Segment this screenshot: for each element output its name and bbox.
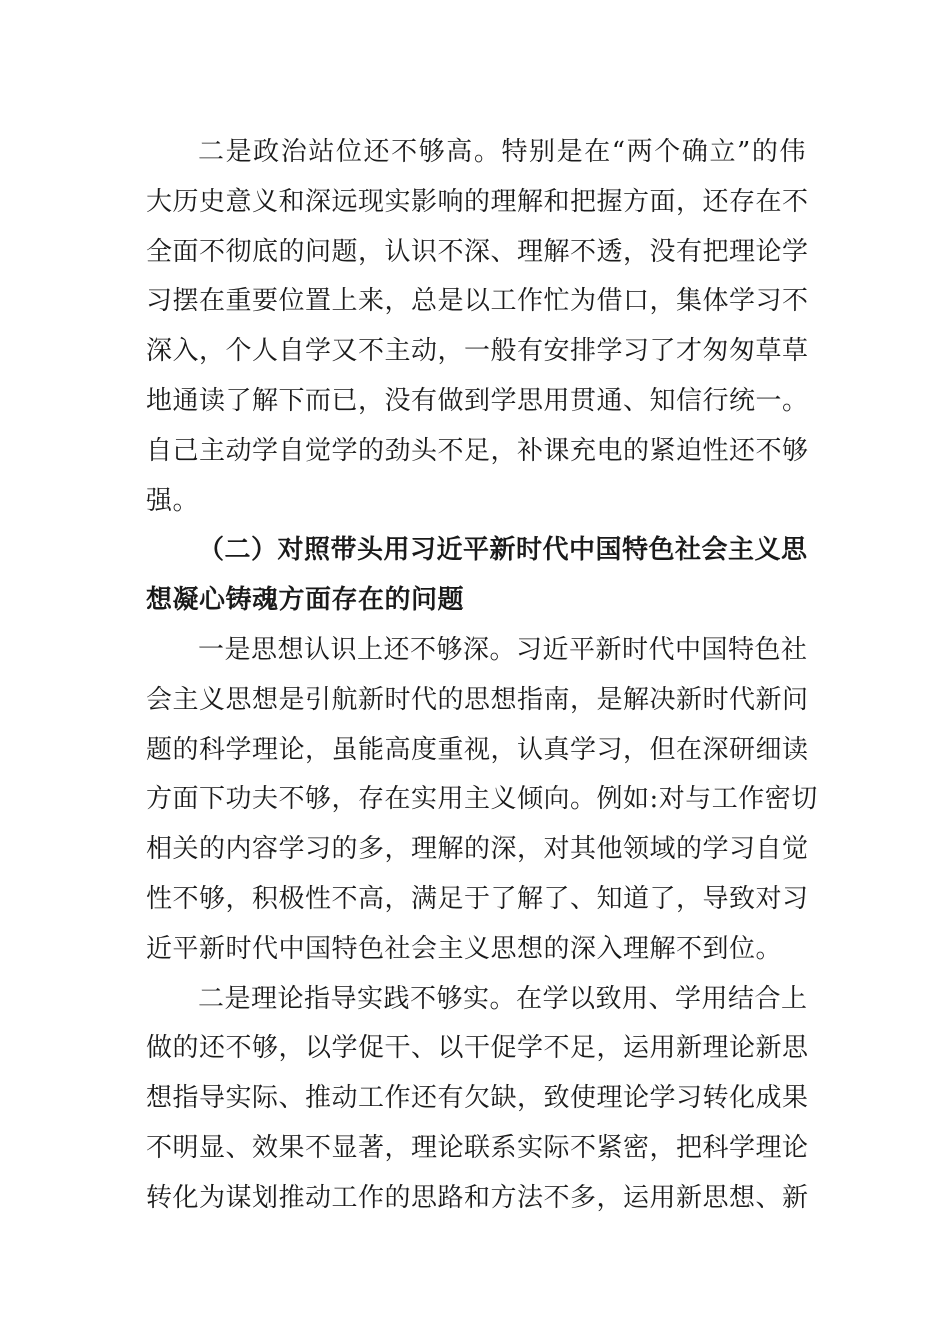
text-line: 性不够，积极性不高，满足于了解了、知道了，导致对习 — [146, 883, 809, 914]
text-line: 二是理论指导实践不够实。在学以致用、学用结合上 — [198, 983, 808, 1014]
text-line: 深入，个人自学又不主动，一般有安排学习了才匆匆草草 — [146, 336, 809, 367]
text-line: 习摆在重要位置上来，总是以工作忙为借口，集体学习不 — [146, 286, 809, 317]
text-line: 近平新时代中国特色社会主义思想的深入理解不到位。 — [146, 933, 783, 964]
heading-line: （二）对照带头用习近平新时代中国特色社会主义思 — [198, 535, 808, 566]
document-page — [146, 128, 818, 1224]
text-line: 相关的内容学习的多，理解的深，对其他领域的学习自觉 — [146, 834, 809, 865]
paragraph-ideological-understanding — [146, 626, 818, 975]
text-line: 会主义思想是引航新时代的思想指南，是解决新时代新问 — [146, 684, 809, 715]
text-line: 全面不彻底的问题，认识不深、理解不透，没有把理论学 — [146, 236, 809, 267]
text-line: 一是思想认识上还不够深。习近平新时代中国特色社 — [198, 634, 808, 665]
text-line: 地通读了解下而已，没有做到学思用贯通、知信行统一。 — [146, 385, 809, 416]
text-line: 题的科学理论，虽能高度重视，认真学习，但在深研细读 — [146, 734, 809, 765]
paragraph-political-stance — [146, 128, 809, 526]
heading-line: 想凝心铸魂方面存在的问题 — [146, 585, 465, 616]
text-line: 大历史意义和深远现实影响的理解和把握方面，还存在不 — [146, 186, 809, 217]
paragraph-theory-practice — [146, 975, 809, 1224]
text-line: 不明显、效果不显著，理论联系实际不紧密，把科学理论 — [146, 1132, 809, 1163]
section-heading — [146, 526, 806, 626]
text-line: 转化为谋划推动工作的思路和方法不多，运用新思想、新 — [146, 1182, 809, 1213]
text-line: 方面下功夫不够，存在实用主义倾向。例如:对与工作密切 — [146, 784, 818, 815]
text-line: 想指导实际、推动工作还有欠缺，致使理论学习转化成果 — [146, 1083, 809, 1114]
text-line: 强。 — [146, 485, 200, 516]
text-line: 自己主动学自觉学的劲头不足，补课充电的紧迫性还不够 — [146, 435, 809, 466]
text-line: 二是政治站位还不够高。特别是在“两个确立”的伟 — [198, 137, 806, 167]
text-line: 做的还不够，以学促干、以干促学不足，运用新理论新思 — [146, 1033, 809, 1064]
